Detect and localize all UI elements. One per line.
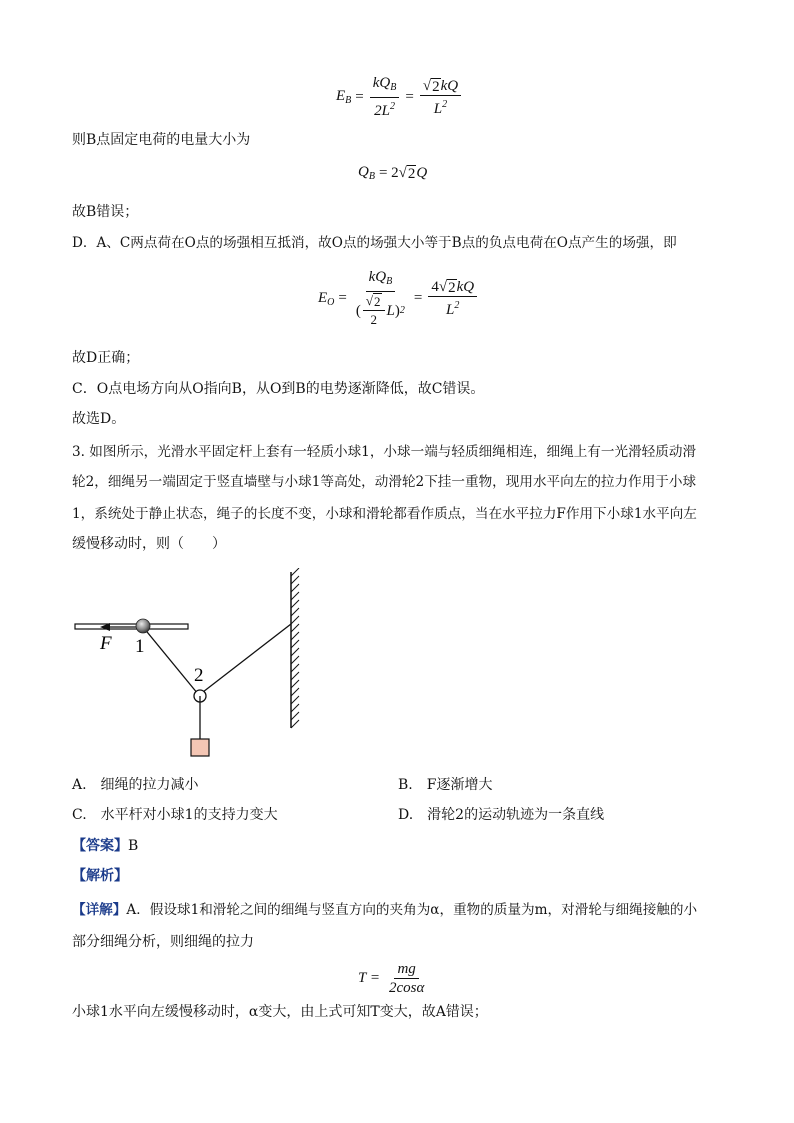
answer-line xyxy=(72,832,722,860)
analysis-tag: 【解析】 xyxy=(72,868,128,884)
option-c[interactable]: C. 水平杆对小球1的支持力变大 xyxy=(72,807,278,823)
detail-line-2: 部分细绳分析，则细绳的拉力 xyxy=(72,934,254,950)
hanging-mass xyxy=(191,739,209,756)
equation-tension: T = $\frac{mg}{2\cos\alpha}$ xyxy=(358,961,425,996)
physics-figure xyxy=(70,568,310,763)
option-d[interactable]: D. 滑轮2的运动轨迹为一条直线 xyxy=(398,807,605,823)
text-line-2: 故B错误； xyxy=(72,204,139,220)
detail-line-1: 【详解】A．假设球1和滑轮之间的细绳与竖直方向的夹角为α，重物的质量为m，对滑轮与细绳接触的小 xyxy=(72,902,698,918)
option-b[interactable]: B. F逐渐增大 xyxy=(398,777,493,793)
label-ball-1: 1 xyxy=(135,636,145,657)
detail-tag: 【详解】 xyxy=(72,902,127,918)
ball-1 xyxy=(136,619,150,633)
text-line-3: D．A、C两点荷在O点的场强相互抵消，故O点的场强大小等于B点的负点电荷在O点产生的场强，即 xyxy=(72,235,677,251)
equation-qb: $Q_B$ = 2 √ 2 Q xyxy=(358,164,428,182)
text-line-4: 故D正确； xyxy=(72,350,140,366)
answer-value: B xyxy=(128,838,139,854)
equation-eb: $E_B$ = $\frac{kQ_B}{2L^2}$ = √ 2 kQ $L^2$ xyxy=(336,74,463,120)
label-pulley-2: 2 xyxy=(194,665,204,686)
option-a[interactable]: A. 细绳的拉力减小 xyxy=(72,777,199,793)
string-right xyxy=(203,624,291,692)
question-3-line-3: 1，系统处于静止状态，绳子的长度不变，小球和滑轮都看作质点，当在水平拉力F作用下小球1水平向左 xyxy=(72,506,697,522)
equation-eo: $E_O$ = $kQ_B$ ( √ 2 2 L ) 2 = 4 √ 2 kQ $L^2$ xyxy=(318,268,479,329)
answer-tag: 【答案】 xyxy=(72,838,128,854)
question-3-line-1: 3. 如图所示，光滑水平固定杆上套有一轻质小球1，小球一端与轻质细绳相连，细绳上有一光滑轻质动滑 xyxy=(72,444,697,460)
text-line-1: 则B点固定电荷的电量大小为 xyxy=(72,132,251,148)
wall-hatching xyxy=(291,568,299,728)
question-3-line-4: 缓慢移动时，则（ ） xyxy=(72,536,226,552)
label-force-f: F xyxy=(100,633,112,654)
text-line-5: C．O点电场方向从O指向B，从O到B的电势逐渐降低，故C错误。 xyxy=(72,381,485,397)
string-left xyxy=(143,627,198,694)
text-line-6: 故选D。 xyxy=(72,411,126,427)
analysis-line xyxy=(72,862,722,890)
question-3-line-2: 轮2，细绳另一端固定于竖直墙壁与小球1等高处，动滑轮2下挂一重物，现用水平向左的拉力作用于小球 xyxy=(72,474,697,490)
detail-line-3: 小球1水平向左缓慢移动时，α变大，由上式可知T变大，故A错误； xyxy=(72,1004,488,1020)
